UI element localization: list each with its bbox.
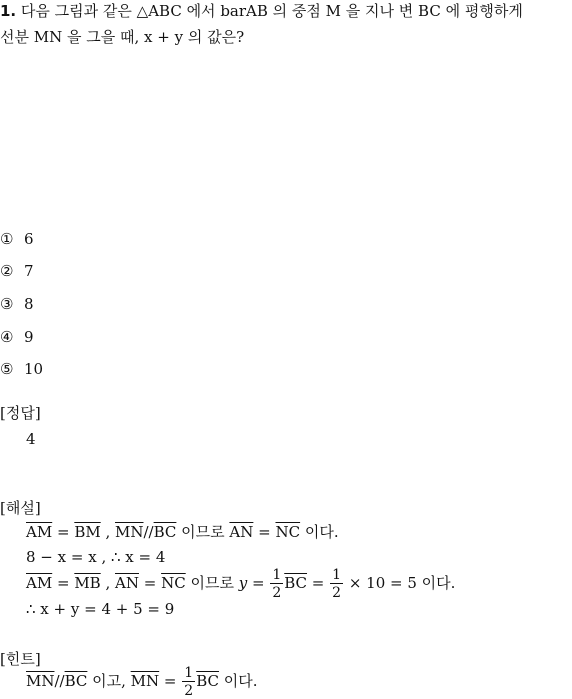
choice-5[interactable] <box>0 360 43 378</box>
choice-1[interactable] <box>0 230 34 248</box>
choice-value: 10 <box>24 360 44 378</box>
choice-marker: ④ <box>0 328 14 346</box>
answer-value: 4 <box>26 430 36 448</box>
explanation-label: [해설] <box>0 499 41 517</box>
choice-2[interactable] <box>0 262 34 280</box>
question-text-1: 다음 그림과 같은 △ABC 에서 barAB 의 중점 M 을 지나 변 BC 에 평행하게 <box>20 2 523 20</box>
hint-label: [힌트] <box>0 650 41 668</box>
choice-marker: ③ <box>0 295 14 313</box>
choice-value: 7 <box>24 262 34 280</box>
question-number: 1. <box>0 2 17 20</box>
choice-marker: ② <box>0 262 14 280</box>
choice-value: 6 <box>24 230 34 248</box>
explanation-line-4: ∴ x + y = 4 + 5 = 9 <box>26 600 175 618</box>
explanation-line-2: 8 − x = x , ∴ x = 4 <box>26 548 166 566</box>
choice-4[interactable] <box>0 328 34 346</box>
choice-3[interactable] <box>0 295 34 313</box>
answer-label: [정답] <box>0 404 41 422</box>
explanation-line-3: $\overline{AM} = \overline{MB}$ , $\overline{AN} = \overline{NC}$ 이므로 y = $\frac{1}{2}$ $\overline{BC}$ = $\frac{1}{2}$ × 10 = 5 이다. <box>26 567 456 601</box>
hint-line: $\overline{MN}//\overline{BC}$ 이고, $\overline{MN}$ = $\frac{1}{2}$ $\overline{BC}$ 이다. <box>26 665 258 699</box>
fraction: $\frac{1}{2}$ <box>332 567 342 601</box>
choice-value: 9 <box>24 328 34 346</box>
choice-value: 8 <box>24 295 34 313</box>
explanation-line-1: $\overline{AM} = \overline{BM}$ , $\overline{MN}//\overline{BC}$ 이므로 $\overline{AN} = \overline{NC}$ 이다. <box>26 523 339 541</box>
fraction: $\frac{1}{2}$ <box>184 665 194 699</box>
fraction: $\frac{1}{2}$ <box>272 567 282 601</box>
question-line-2: 선분 MN 을 그을 때, x + y 의 값은? <box>0 28 245 46</box>
choice-marker: ① <box>0 230 14 248</box>
question-line-1 <box>0 0 523 21</box>
choice-marker: ⑤ <box>0 360 14 378</box>
